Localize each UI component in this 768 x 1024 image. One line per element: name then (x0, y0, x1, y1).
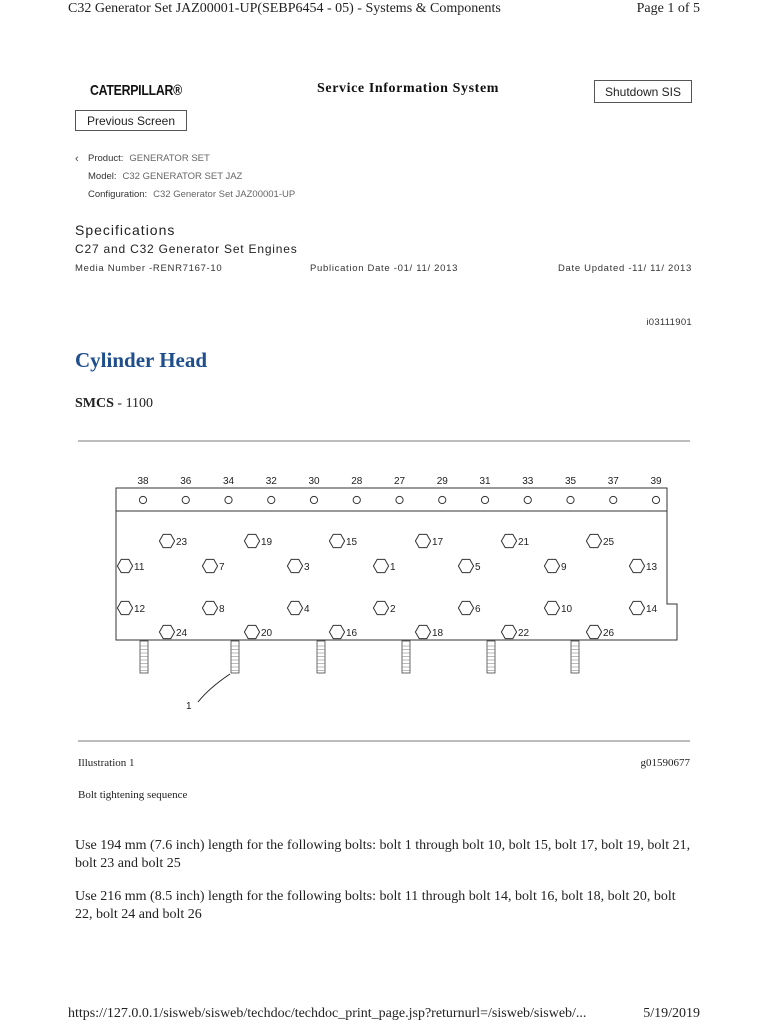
bolt-number: 15 (346, 537, 358, 548)
top-bolt-hole (310, 496, 317, 503)
top-bolt-hole (524, 496, 531, 503)
bolt-number: 24 (176, 628, 188, 639)
bolt-number: 13 (646, 562, 658, 573)
bolt-hex (458, 559, 473, 572)
bolt-number: 6 (475, 604, 481, 615)
bolt-number: 18 (432, 628, 444, 639)
section-title: Cylinder Head (75, 348, 208, 372)
bolt-number: 7 (219, 562, 225, 573)
previous-screen-button[interactable]: Previous Screen (75, 110, 187, 131)
top-bolt-label: 35 (564, 476, 577, 487)
bolt-number: 14 (646, 604, 658, 615)
top-bolt-hole (396, 496, 403, 503)
bolt-number: 25 (603, 537, 615, 548)
top-bolt-hole (353, 496, 360, 503)
print-footer-date: 5/19/2019 (643, 1006, 700, 1021)
top-bolt-label: 27 (393, 476, 406, 487)
bolt-number: 19 (261, 537, 273, 548)
bolt-hex (159, 625, 174, 638)
top-bolt-label: 33 (522, 476, 534, 487)
top-bolt-label: 37 (607, 476, 619, 487)
callout-label: 1 (186, 701, 192, 712)
model-value: C32 GENERATOR SET JAZ (122, 171, 243, 182)
bolt-hex (287, 559, 302, 572)
bolt-hex (202, 601, 217, 614)
top-bolt-hole (182, 496, 189, 503)
top-bolt-hole (610, 496, 617, 503)
bolt-number: 3 (304, 562, 310, 573)
bolt-hex (373, 559, 388, 572)
top-bolt-label: 29 (436, 476, 448, 487)
bolt-hex (117, 601, 132, 614)
top-bolt-label: 31 (479, 476, 491, 487)
graphic-id: g01590677 (640, 757, 690, 769)
bolt-number: 26 (603, 628, 615, 639)
bolt-number: 22 (518, 628, 530, 639)
bolt-hex (117, 559, 132, 572)
bolt-number: 4 (304, 604, 310, 615)
top-bolt-hole (652, 496, 659, 503)
bolt-hex (501, 625, 516, 638)
bolt-hex (244, 534, 259, 547)
bolt-number: 12 (134, 604, 146, 615)
bolt-hex (629, 601, 644, 614)
bolt-hex (586, 534, 601, 547)
bolt-hex (629, 559, 644, 572)
illustration-description: Bolt tightening sequence (78, 789, 188, 801)
callout-leader (198, 674, 230, 702)
top-bolt-label: 38 (137, 476, 149, 487)
configuration-value: C32 Generator Set JAZ00001-UP (153, 189, 296, 200)
bolt-hex (501, 534, 516, 547)
doc-heading: Specifications (75, 222, 176, 238)
sis-title: Service Information System (317, 81, 500, 96)
top-bolt-hole (439, 496, 446, 503)
top-bolt-hole (225, 496, 232, 503)
media-number: Media Number -RENR7167-10 (75, 263, 223, 274)
divider-bottom (78, 740, 690, 742)
bolt-hex (202, 559, 217, 572)
bolt-number: 17 (432, 537, 444, 548)
top-bolt-label: 30 (308, 476, 320, 487)
model-label: Model: (88, 171, 117, 182)
print-footer-url: https://127.0.0.1/sisweb/sisweb/techdoc/techdoc_print_page.jsp?returnurl=/sisweb/sisweb/... (68, 1006, 587, 1021)
bolt-hex (329, 625, 344, 638)
top-bolt-label: 28 (351, 476, 363, 487)
illustration-caption: Illustration 1 (78, 757, 135, 769)
bolt-number: 21 (518, 537, 530, 548)
back-chevron-icon[interactable]: ‹ (75, 153, 79, 165)
bolt-hex (244, 625, 259, 638)
top-bolt-label: 32 (265, 476, 277, 487)
bolt-number: 11 (134, 562, 145, 573)
top-bolt-label: 36 (180, 476, 192, 487)
print-header-page: Page 1 of 5 (636, 1, 700, 16)
bolt-number: 2 (390, 604, 396, 615)
top-bolt-hole (481, 496, 488, 503)
configuration-label: Configuration: (88, 189, 148, 200)
bolt-hex (159, 534, 174, 547)
smcs-label: SMCS (75, 396, 114, 411)
smcs-value: - 1100 (113, 396, 154, 411)
top-bolt-label: 34 (222, 476, 235, 487)
bolt-hex (544, 559, 559, 572)
product-value: GENERATOR SET (129, 153, 210, 164)
bolt-hex (415, 534, 430, 547)
bolt-hex (544, 601, 559, 614)
bolt-number: 20 (261, 628, 273, 639)
bolt-number: 1 (390, 562, 396, 573)
caterpillar-logo: CATERPILLAR® (90, 82, 182, 99)
bolt-number: 23 (176, 537, 188, 548)
bolt-hex (373, 601, 388, 614)
publication-date: Publication Date -01/ 11/ 2013 (310, 263, 459, 274)
paragraph-bolt-length-216: Use 216 mm (8.5 inch) length for the following bolts: bolt 11 through bolt 14, bolt 16, bolt 18, bolt 20, bolt 22, bolt 24 and bolt 26 (75, 889, 676, 922)
doc-id: i03111901 (646, 317, 692, 328)
product-label: Product: (88, 153, 124, 164)
date-updated: Date Updated -11/ 11/ 2013 (557, 263, 692, 274)
top-bolt-label: 39 (650, 476, 662, 487)
doc-subheading: C27 and C32 Generator Set Engines (75, 242, 298, 256)
print-header-title: C32 Generator Set JAZ00001-UP(SEBP6454 - 05) - Systems & Components (68, 1, 501, 16)
top-bolt-hole (268, 496, 275, 503)
top-bolt-hole (567, 496, 574, 503)
bolt-number: 16 (346, 628, 358, 639)
bolt-number: 10 (561, 604, 573, 615)
bolt-hex (415, 625, 430, 638)
bolt-hex (329, 534, 344, 547)
paragraph-bolt-length-194: Use 194 mm (7.6 inch) length for the following bolts: bolt 1 through bolt 10, bolt 15, bolt 17, bolt 19, bolt 21, bolt 23 and bolt 25 (75, 838, 691, 871)
bolt-hex (458, 601, 473, 614)
bolt-number: 8 (219, 604, 225, 615)
shutdown-sis-button[interactable]: Shutdown SIS (594, 80, 692, 103)
bolt-number: 5 (475, 562, 481, 573)
top-bolt-hole (139, 496, 146, 503)
bolt-hex (586, 625, 601, 638)
bolt-number: 9 (561, 562, 567, 573)
bolt-hex (287, 601, 302, 614)
